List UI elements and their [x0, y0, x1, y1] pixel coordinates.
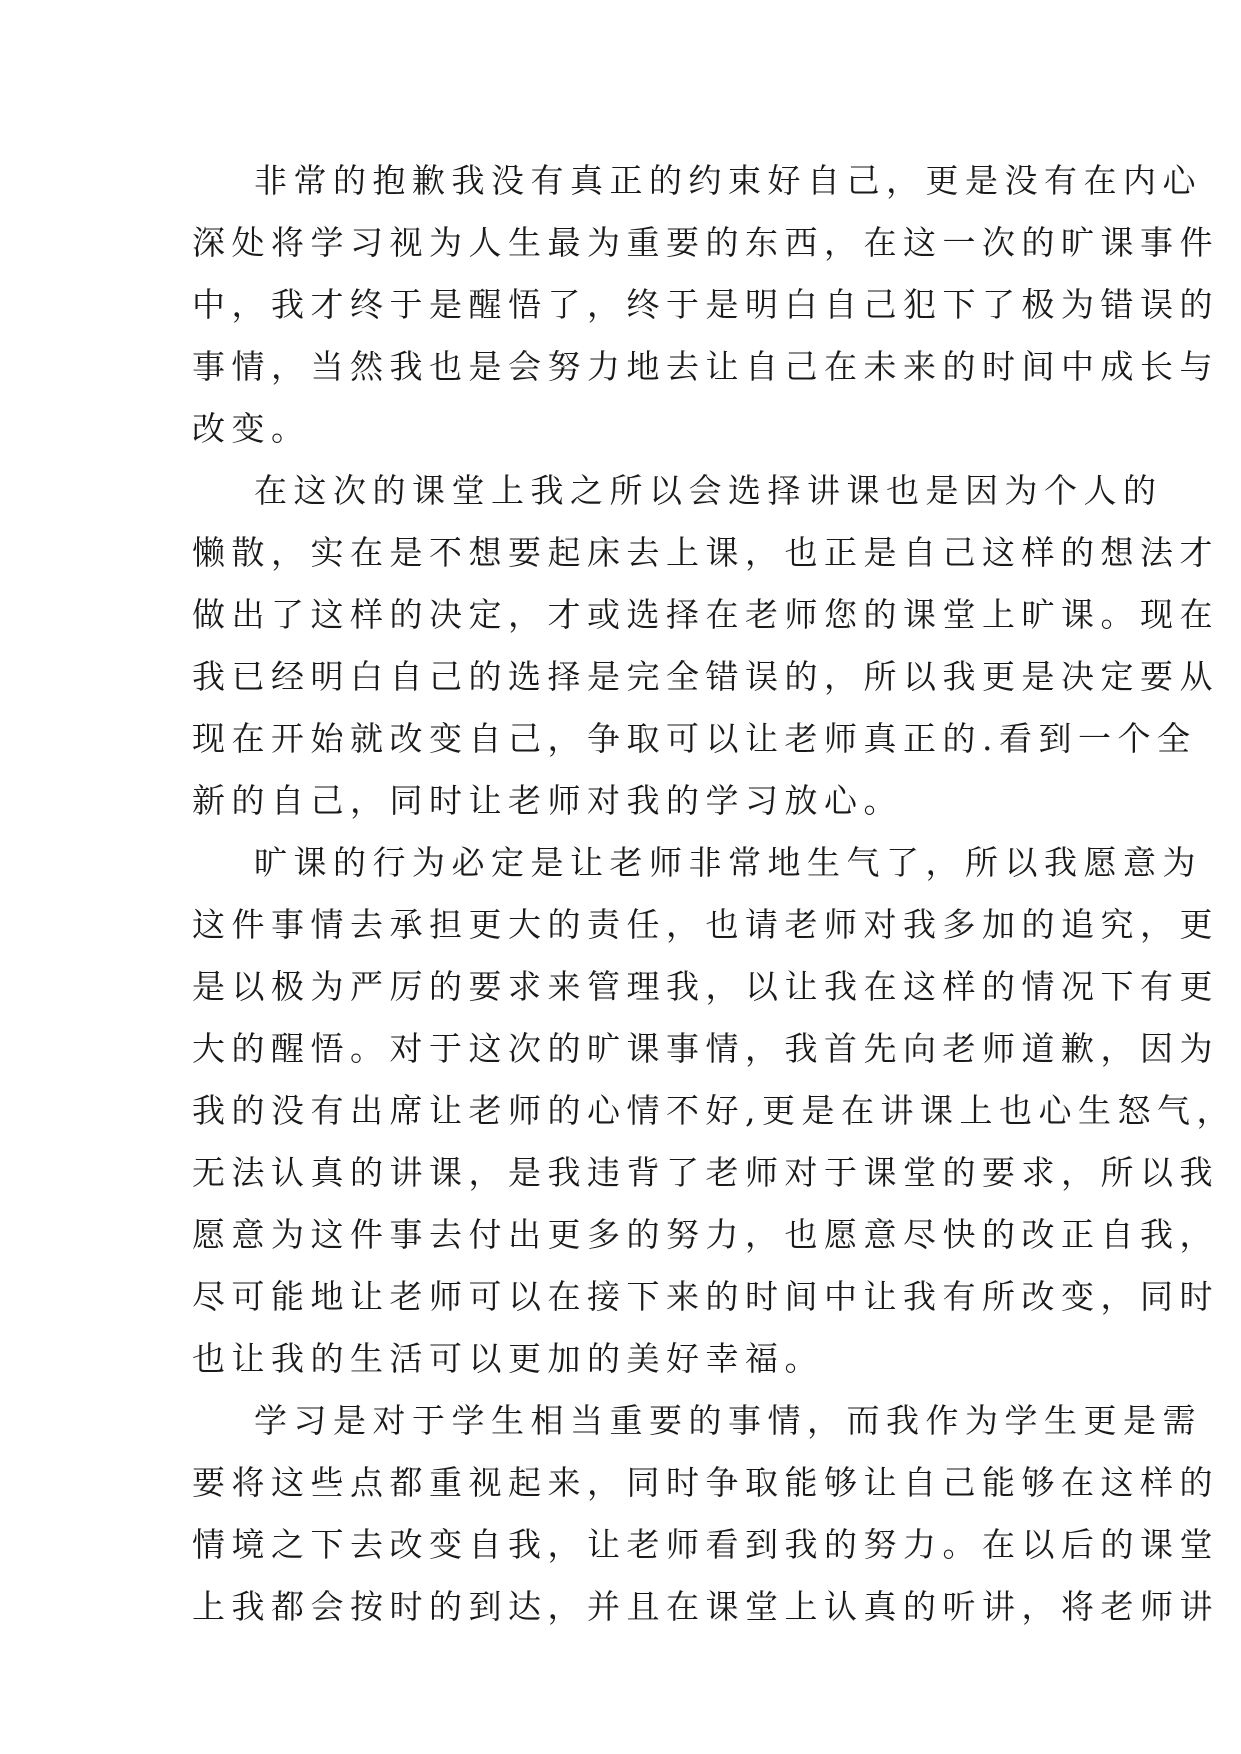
text-line: 改变。 — [192, 409, 311, 448]
text-line: 中，我才终于是醒悟了，终于是明白自己犯下了极为错误的 — [192, 285, 1219, 324]
text-line: 也让我的生活可以更加的美好幸福。 — [192, 1339, 824, 1378]
text-line: 情境之下去改变自我，让老师看到我的努力。在以后的课堂 — [192, 1525, 1219, 1564]
text-line: 尽可能地让老师可以在接下来的时间中让我有所改变，同时 — [192, 1277, 1219, 1316]
text-line: 旷课的行为必定是让老师非常地生气了，所以我愿意为 — [254, 843, 1202, 882]
text-line: 深处将学习视为人生最为重要的东西，在这一次的旷课事件 — [192, 223, 1219, 262]
paragraph-4 — [192, 1390, 1219, 1638]
text-line: 学习是对于学生相当重要的事情，而我作为学生更是需 — [254, 1401, 1202, 1440]
text-line: 现在开始就改变自己，争取可以让老师真正的.看到一个全 — [192, 719, 1197, 758]
text-line: 上我都会按时的到达，并且在课堂上认真的听讲，将老师讲 — [192, 1587, 1219, 1626]
text-line: 我已经明白自己的选择是完全错误的，所以我更是决定要从 — [192, 657, 1219, 696]
paragraph-3 — [192, 832, 1236, 1390]
text-line: 要将这些点都重视起来，同时争取能够让自己能够在这样的 — [192, 1463, 1219, 1502]
document-body — [192, 150, 1236, 1638]
text-line: 在这次的课堂上我之所以会选择讲课也是因为个人的 — [254, 471, 1163, 510]
paragraph-1 — [192, 150, 1219, 460]
text-line: 大的醒悟。对于这次的旷课事情，我首先向老师道歉，因为 — [192, 1029, 1219, 1068]
text-line: 我的没有出席让老师的心情不好,更是在讲课上也心生怒气， — [192, 1091, 1236, 1130]
text-line: 非常的抱歉我没有真正的约束好自己，更是没有在内心 — [254, 161, 1202, 200]
text-line: 做出了这样的决定，才或选择在老师您的课堂上旷课。现在 — [192, 595, 1219, 634]
text-line: 事情，当然我也是会努力地去让自己在未来的时间中成长与 — [192, 347, 1219, 386]
paragraph-2 — [192, 460, 1219, 832]
text-line: 愿意为这件事去付出更多的努力，也愿意尽快的改正自我， — [192, 1215, 1219, 1254]
text-line: 这件事情去承担更大的责任，也请老师对我多加的追究，更 — [192, 905, 1219, 944]
text-line: 是以极为严厉的要求来管理我，以让我在这样的情况下有更 — [192, 967, 1219, 1006]
text-line: 无法认真的讲课，是我违背了老师对于课堂的要求，所以我 — [192, 1153, 1219, 1192]
text-line: 懒散，实在是不想要起床去上课，也正是自己这样的想法才 — [192, 533, 1219, 572]
text-line: 新的自己，同时让老师对我的学习放心。 — [192, 781, 903, 820]
